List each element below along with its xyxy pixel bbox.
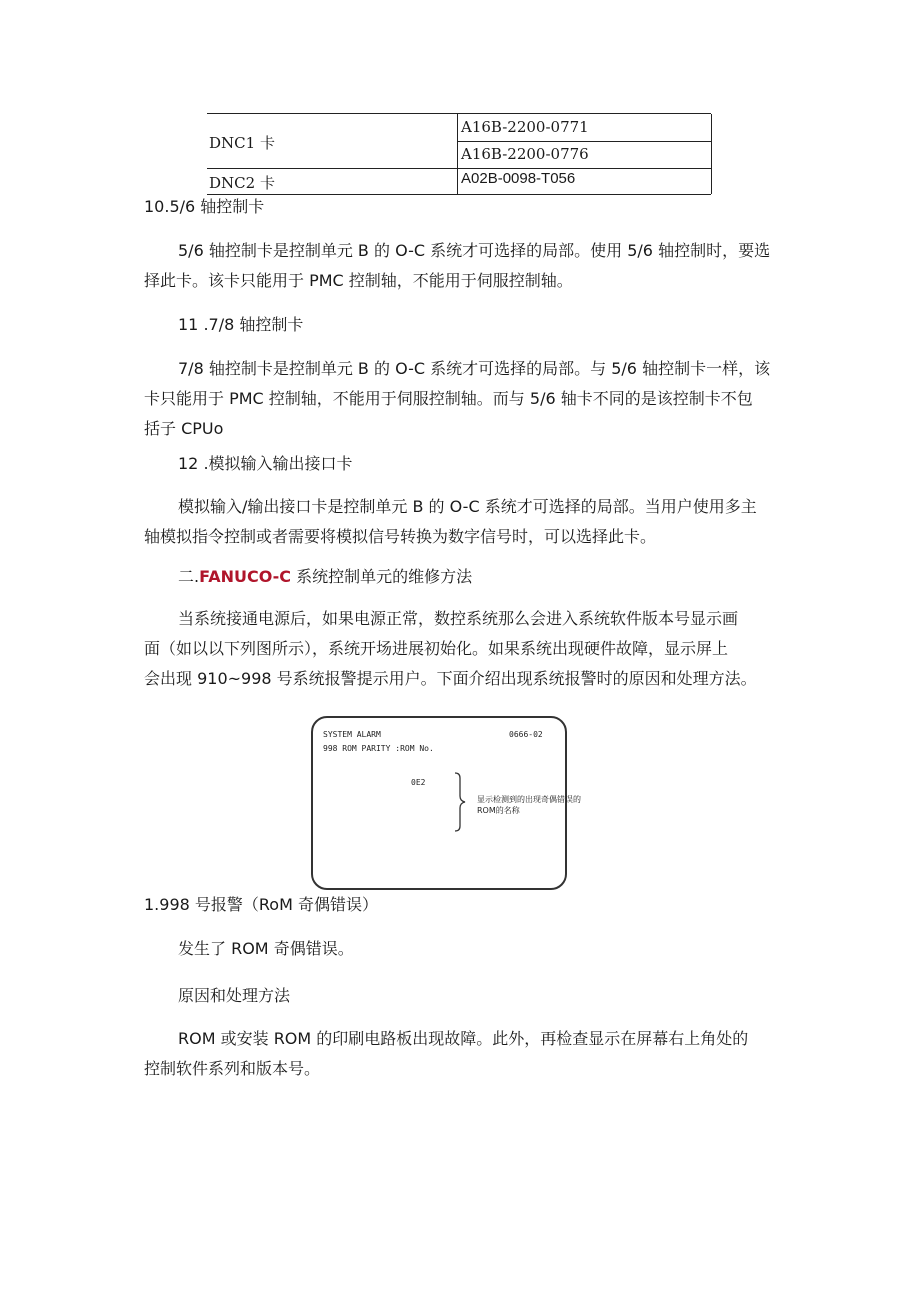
table-border — [711, 114, 712, 194]
paragraph-line: 控制软件系列和版本号。 — [144, 1059, 321, 1078]
section-11-body — [144, 354, 776, 444]
table-cell-part: A02B-0098-T056 — [461, 170, 576, 187]
alarm-998-title: 1.998 号报警（RoM 奇偶错误） — [144, 895, 378, 914]
paragraph-line: 5/6 轴控制卡是控制单元 B 的 O-C 系统才可选择的局部。使用 5/6 轴控制时，要选 — [178, 241, 771, 260]
part-2-title — [178, 566, 472, 588]
part-2-rest: 系统控制单元的维修方法 — [290, 567, 473, 586]
paragraph-line: 择此卡。该卡只能用于 PMC 控制轴，不能用于伺服控制轴。 — [144, 271, 573, 290]
screen-rom-code: 0E2 — [411, 778, 426, 787]
table-cell-card: DNC1 卡 — [209, 134, 275, 152]
paragraph-line: 轴模拟指令控制或者需要将模拟信号转换为数字信号时，可以选择此卡。 — [144, 527, 657, 546]
paragraph-line: 括子 CPUo — [144, 419, 224, 438]
section-10-title: 10.5/6 轴控制卡 — [144, 197, 265, 216]
alarm-998-description: 发生了 ROM 奇偶错误。 — [178, 939, 354, 958]
card-table — [207, 113, 711, 195]
alarm-screen-figure — [311, 716, 581, 890]
alarm-998-cause-label: 原因和处理方法 — [178, 986, 291, 1005]
brace-icon — [453, 772, 467, 832]
table-cell-part: A16B-2200-0771 — [461, 118, 589, 136]
screen-note-line: ROM的名称 — [477, 806, 520, 815]
table-cell-part: A16B-2200-0776 — [461, 145, 589, 163]
table-cell-card: DNC2 卡 — [209, 174, 275, 192]
paragraph-line: 面（如以以下列图所示），系统开场进展初始化。如果系统出现硬件故障，显示屏上 — [144, 639, 729, 658]
section-12-title: 12 .模拟输入输出接口卡 — [178, 454, 353, 473]
paragraph-line: 卡只能用于 PMC 控制轴，不能用于伺服控制轴。而与 5/6 轴卡不同的是该控制卡不包 — [144, 389, 753, 408]
table-divider — [207, 168, 711, 169]
part-2-prefix: 二. — [178, 567, 200, 586]
paragraph-line: 模拟输入/输出接口卡是控制单元 B 的 O-C 系统才可选择的局部。当用户使用多主 — [178, 497, 757, 516]
intro-body — [144, 604, 776, 694]
section-10-body — [144, 236, 776, 296]
screen-version: 0666-02 — [509, 730, 543, 739]
paragraph-line: 当系统接通电源后，如果电源正常，数控系统那么会进入系统软件版本号显示画 — [178, 609, 739, 628]
screen-alarm-message: 998 ROM PARITY :ROM No. — [323, 744, 434, 753]
paragraph-line: 7/8 轴控制卡是控制单元 B 的 O-C 系统才可选择的局部。与 5/6 轴控制卡一样，该 — [178, 359, 771, 378]
paragraph-line: ROM 或安装 ROM 的印刷电路板出现故障。此外，再检查显示在屏幕右上角处的 — [178, 1029, 749, 1048]
alarm-998-cause-body — [144, 1024, 776, 1084]
screen-alarm-label: SYSTEM ALARM — [323, 730, 381, 739]
table-divider — [457, 141, 711, 142]
paragraph-line: 会出现 910~998 号系统报警提示用户。下面介绍出现系统报警时的原因和处理方法。 — [144, 669, 757, 688]
table-divider — [457, 114, 458, 194]
section-11-title: 11 .7/8 轴控制卡 — [178, 315, 304, 334]
section-12-body — [144, 492, 776, 552]
screen-note-line: 显示检测到的出现奇偶错误的 — [477, 795, 581, 804]
part-2-brand: FANUCO-C — [199, 567, 291, 586]
